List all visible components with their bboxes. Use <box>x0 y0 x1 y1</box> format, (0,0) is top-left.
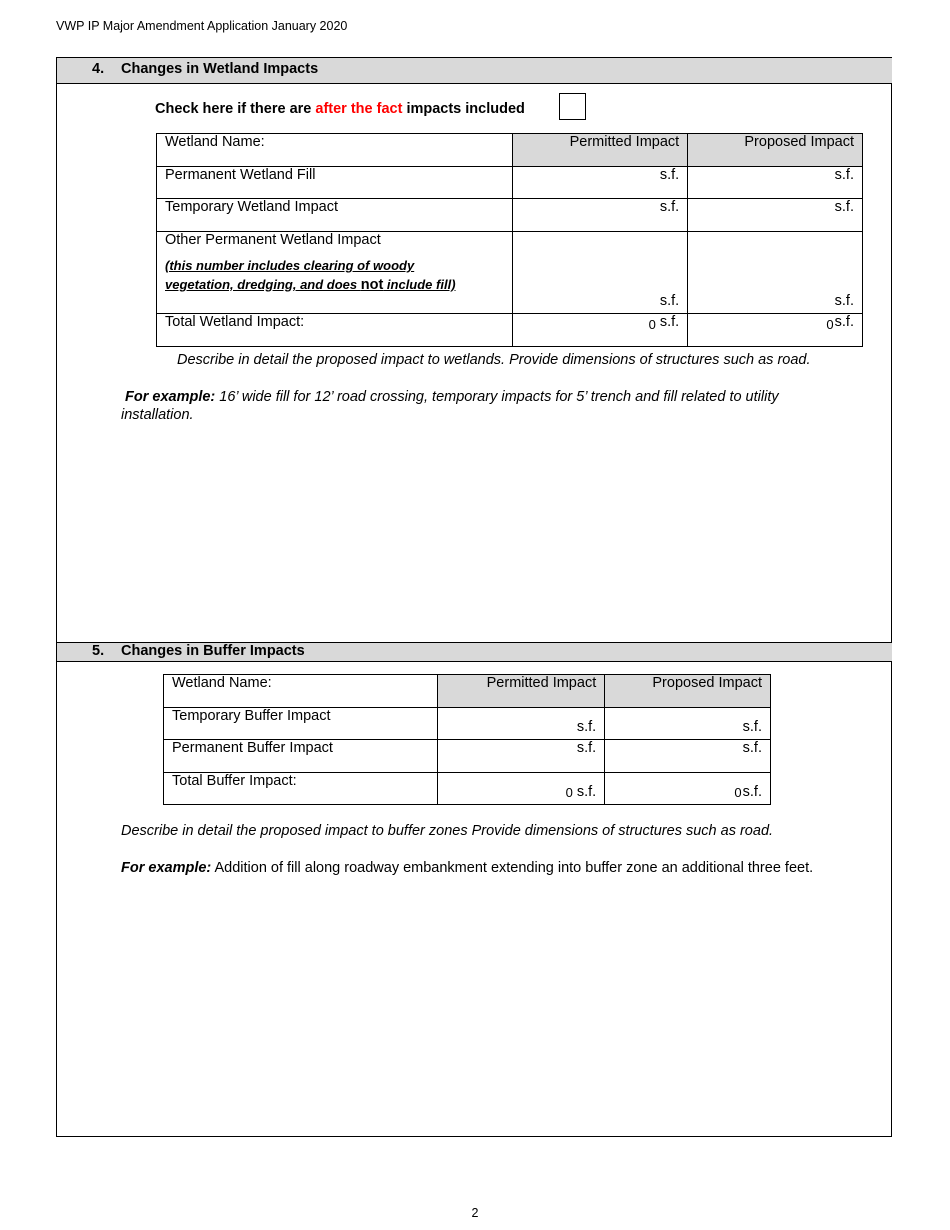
total-proposed-value: 0 <box>826 317 834 332</box>
section-5-title: Changes in Buffer Impacts <box>121 643 305 659</box>
proposed-field[interactable]: s.f. <box>688 167 863 199</box>
buffer-impact-table <box>163 674 771 805</box>
table-header-row <box>157 134 863 167</box>
check-highlight: after the fact <box>315 101 403 117</box>
section-4-title: Changes in Wetland Impacts <box>121 61 319 77</box>
total-permitted-field[interactable] <box>438 773 605 805</box>
permitted-field[interactable]: s.f. <box>513 199 688 232</box>
wetland-example <box>121 388 841 424</box>
wetland-impact-table <box>156 133 863 347</box>
after-the-fact-checkbox[interactable] <box>559 93 586 120</box>
proposed-field[interactable]: s.f. <box>688 199 863 232</box>
permitted-field[interactable]: s.f. <box>513 232 688 314</box>
table-total-row <box>157 314 863 347</box>
total-proposed-unit: s.f. <box>742 784 762 800</box>
row-label: Permanent Wetland Fill <box>157 167 513 199</box>
header-permitted-impact: Permitted Impact <box>513 134 688 167</box>
example-label: For example: <box>121 860 212 876</box>
example-label: For example: <box>125 389 216 405</box>
table-total-row <box>164 773 771 805</box>
permitted-field[interactable]: s.f. <box>513 167 688 199</box>
total-permitted-field[interactable] <box>513 314 688 347</box>
table-header-row <box>164 675 771 708</box>
check-prefix: Check here if there are <box>155 101 316 117</box>
table-row <box>157 199 863 232</box>
proposed-field[interactable]: s.f. <box>605 708 771 740</box>
table-row <box>164 740 771 773</box>
header-proposed-impact: Proposed Impact <box>605 675 771 708</box>
wetland-description-instruction: Describe in detail the proposed impact to wetlands. Provide dimensions of structures such as road. <box>177 352 811 368</box>
header-proposed-impact: Proposed Impact <box>688 134 863 167</box>
note-line-1: (this number includes clearing of woody <box>165 258 415 273</box>
note-line-2: vegetation, dredging, and does <box>165 277 361 292</box>
row-label: Temporary Wetland Impact <box>157 199 513 232</box>
row-label: Other Permanent Wetland Impact <box>165 232 381 248</box>
check-suffix: impacts included <box>402 101 525 117</box>
page-number: 2 <box>471 1206 479 1220</box>
section-4-header <box>57 58 892 84</box>
example-text: 16’ wide fill for 12’ road crossing, temporary impacts for 5’ trench and fill related to utility installation. <box>121 389 779 423</box>
row-label-cell <box>157 232 513 314</box>
total-permitted-value: 0 <box>648 317 656 332</box>
row-note <box>165 256 504 295</box>
permitted-field[interactable]: s.f. <box>438 740 605 773</box>
note-not: not <box>360 277 384 293</box>
total-permitted-value: 0 <box>565 785 573 800</box>
buffer-description-instruction: Describe in detail the proposed impact to buffer zones Provide dimensions of structures such as road. <box>121 823 774 839</box>
document-header-title: VWP IP Major Amendment Application January 2020 <box>56 19 348 33</box>
proposed-field[interactable]: s.f. <box>605 740 771 773</box>
header-wetland-name: Wetland Name: <box>164 675 438 708</box>
section-4-number: 4. <box>92 61 105 77</box>
total-permitted-unit: s.f. <box>576 784 597 800</box>
note-line-3: include fill) <box>383 277 456 292</box>
table-row <box>164 708 771 740</box>
table-row <box>157 232 863 314</box>
header-wetland-name: Wetland Name: <box>157 134 513 167</box>
proposed-field[interactable]: s.f. <box>688 232 863 314</box>
buffer-example <box>121 859 881 877</box>
total-proposed-field[interactable] <box>688 314 863 347</box>
example-text: Addition of fill along roadway embankment extending into buffer zone an additional three feet. <box>211 860 814 876</box>
after-the-fact-label <box>155 101 525 117</box>
total-proposed-field[interactable] <box>605 773 771 805</box>
total-label: Total Wetland Impact: <box>157 314 513 347</box>
header-permitted-impact: Permitted Impact <box>438 675 605 708</box>
table-row <box>157 167 863 199</box>
row-label: Temporary Buffer Impact <box>164 708 438 740</box>
permitted-field[interactable]: s.f. <box>438 708 605 740</box>
total-label: Total Buffer Impact: <box>164 773 438 805</box>
section-5-number: 5. <box>92 643 105 659</box>
section-5-header <box>57 642 892 662</box>
total-proposed-value: 0 <box>734 785 742 800</box>
total-permitted-unit: s.f. <box>659 314 680 330</box>
total-proposed-unit: s.f. <box>834 314 854 330</box>
row-label: Permanent Buffer Impact <box>164 740 438 773</box>
